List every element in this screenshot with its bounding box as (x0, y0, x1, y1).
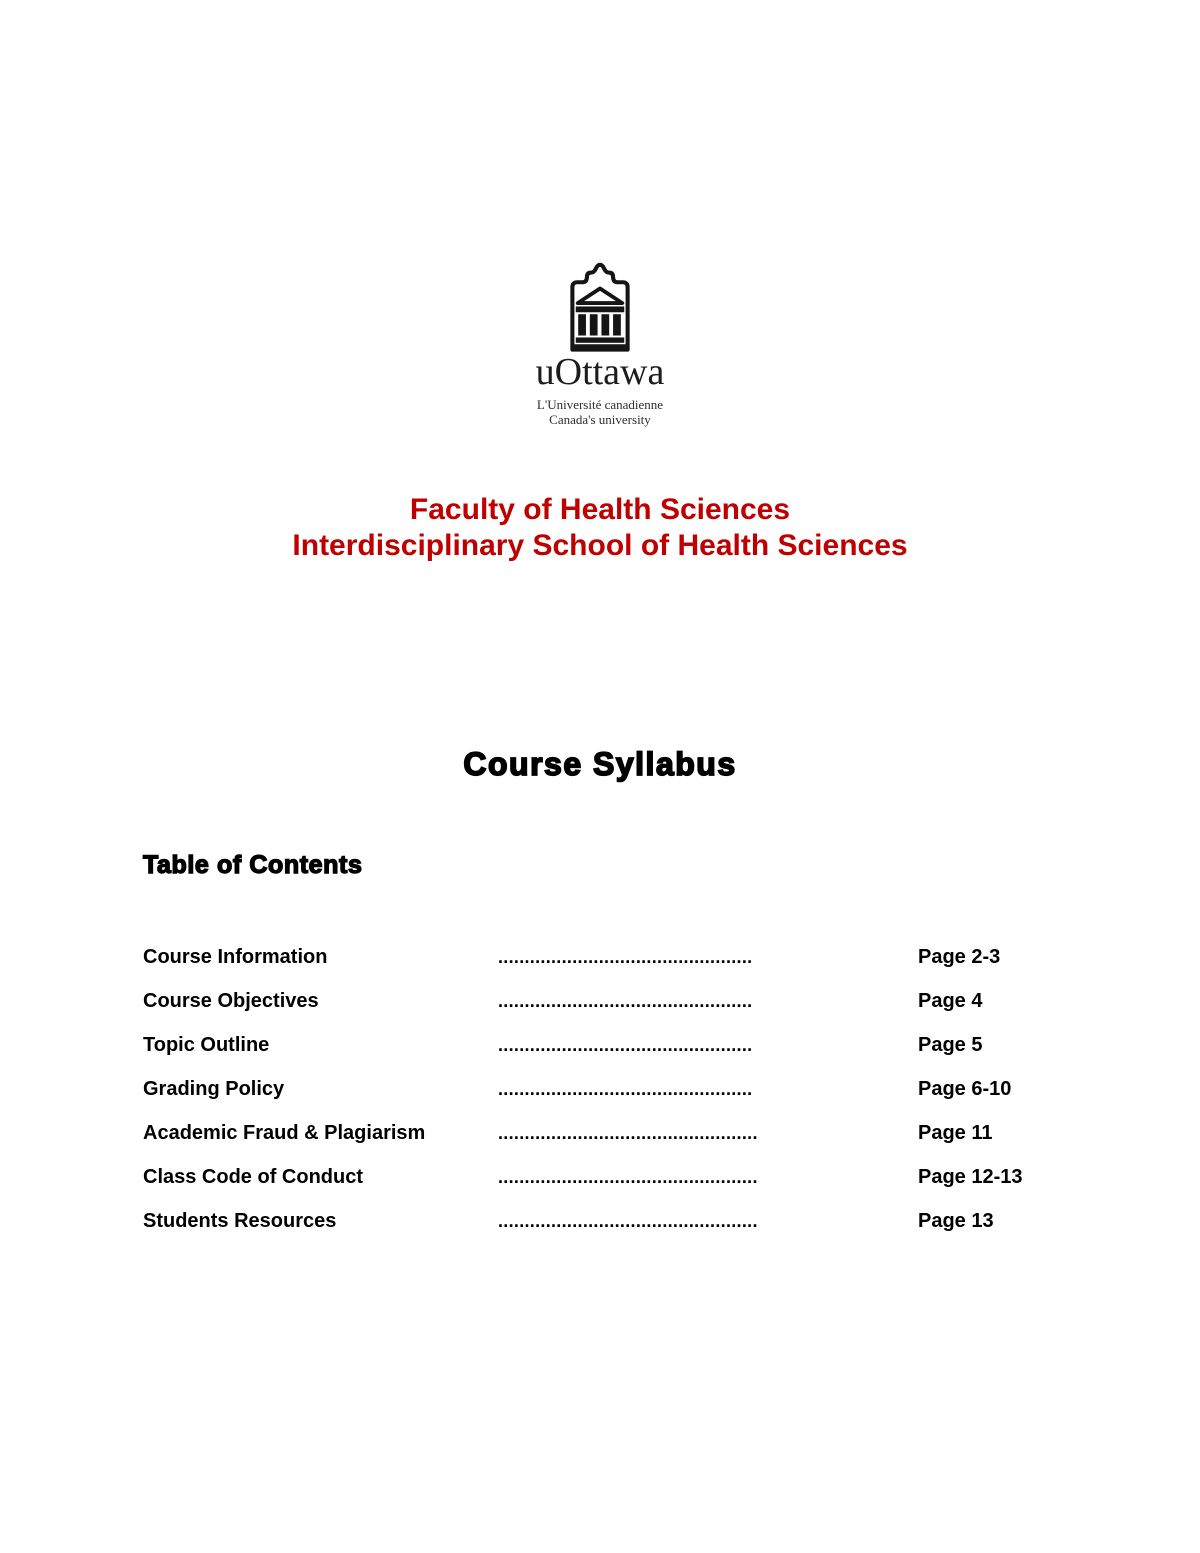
toc-row-leader: ................................................. (498, 1123, 758, 1143)
toc-row-label: Course Objectives (143, 990, 319, 1012)
faculty-heading (0, 492, 1200, 564)
toc-row-label: Course Information (143, 946, 328, 968)
toc-row-page: Page 6-10 (918, 1078, 1012, 1100)
toc-row-page: Page 2-3 (918, 946, 1001, 968)
tagline-english: Canada's university (549, 412, 651, 427)
toc-row-page: Page 11 (918, 1122, 993, 1144)
toc-row-page: Page 13 (918, 1210, 994, 1232)
toc-row-leader: ................................................ (498, 947, 753, 967)
toc-row-page: Page 12-13 (918, 1166, 1023, 1188)
toc-heading: Table of Contents (143, 851, 363, 879)
toc-row-label: Class Code of Conduct (143, 1166, 364, 1188)
faculty-heading-line2: Interdisciplinary School of Health Sciences (292, 529, 908, 562)
toc-row-leader: ................................................ (498, 1035, 753, 1055)
toc-row-label: Students Resources (143, 1210, 337, 1232)
toc-row-label: Topic Outline (143, 1034, 270, 1056)
toc-row-label: Grading Policy (143, 1078, 285, 1100)
document-title: Course Syllabus (463, 746, 737, 782)
uottawa-logo (0, 258, 1200, 427)
toc-row-leader: ................................................ (498, 1079, 753, 1099)
table-of-contents (143, 946, 1063, 1232)
uottawa-wordmark: uOttawa (535, 351, 665, 393)
toc-row-page: Page 4 (918, 990, 983, 1012)
uottawa-building-icon (0, 258, 1200, 352)
toc-row-leader: ................................................ (498, 991, 753, 1011)
toc-row-page: Page 5 (918, 1034, 983, 1056)
uottawa-tagline (0, 397, 1200, 427)
tagline-french: L'Université canadienne (536, 397, 664, 412)
toc-row-leader: ................................................. (498, 1167, 758, 1187)
toc-row-label: Academic Fraud & Plagiarism (143, 1122, 426, 1144)
toc-row-leader: ................................................. (498, 1211, 758, 1231)
faculty-heading-line1: Faculty of Health Sciences (409, 493, 791, 526)
